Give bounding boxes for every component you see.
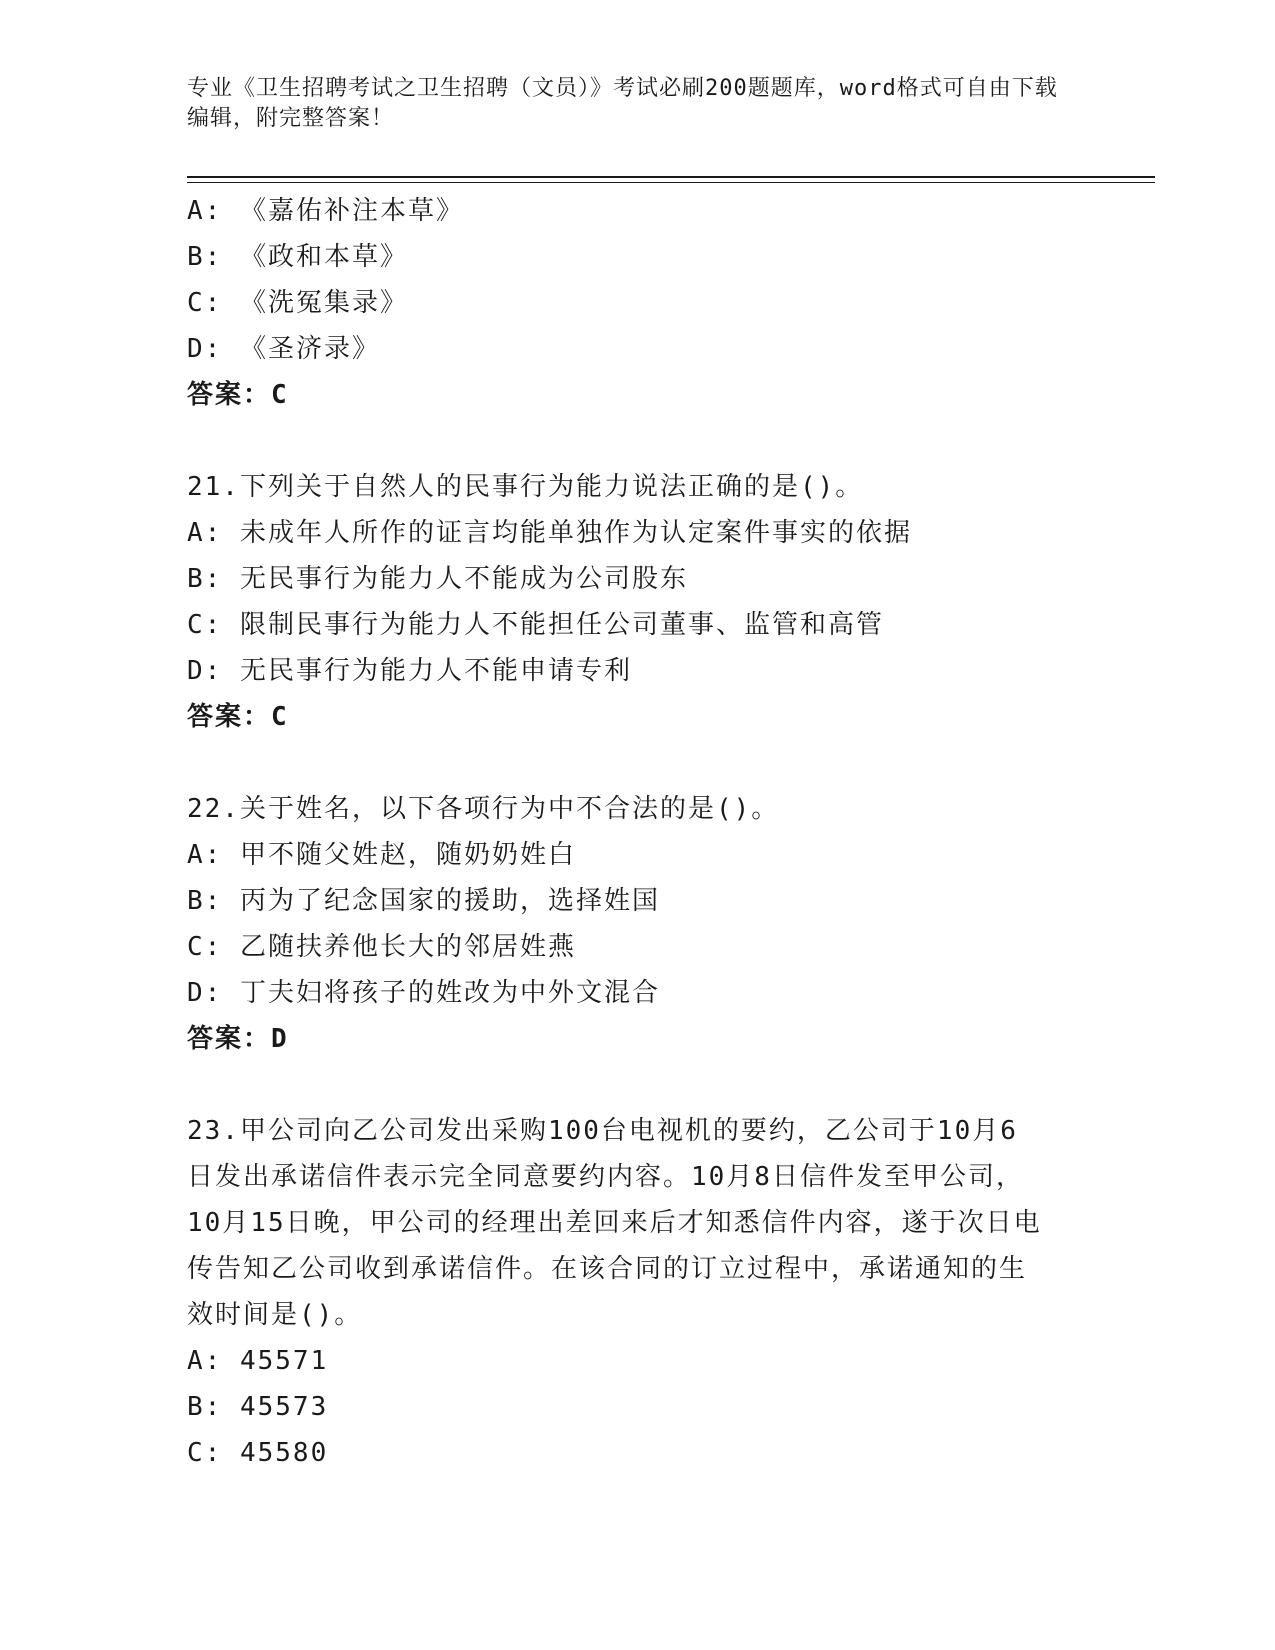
question-stem-line: 23.甲公司向乙公司发出采购100台电视机的要约，乙公司于10月6 (187, 1116, 1018, 1146)
option-text: 丙为了纪念国家的援助，选择姓国 (239, 886, 660, 916)
option-label: D: (187, 978, 223, 1008)
option-text: 45571 (239, 1346, 329, 1376)
option-label: B: (187, 242, 223, 272)
option-text: 乙随扶养他长大的邻居姓燕 (239, 932, 576, 962)
document-page (187, 0, 1157, 1650)
option-label: A: (187, 518, 223, 548)
option-c (187, 924, 1087, 970)
option-d (187, 970, 1087, 1016)
option-label: D: (187, 656, 223, 686)
option-a (187, 510, 1087, 556)
question-stem: 21.下列关于自然人的民事行为能力说法正确的是()。 (187, 472, 864, 502)
option-label: B: (187, 886, 223, 916)
option-label: D: (187, 334, 223, 364)
question-stem-line: 10月15日晚，甲公司的经理出差回来后才知悉信件内容，遂于次日电 (187, 1208, 1042, 1238)
question-stem-line: 传告知乙公司收到承诺信件。在该合同的订立过程中，承诺通知的生 (187, 1254, 1028, 1284)
option-text: 《洗冤集录》 (239, 288, 408, 318)
option-a (187, 832, 1087, 878)
question-content (187, 188, 1087, 1476)
question-20-options (187, 188, 1087, 418)
option-text: 无民事行为能力人不能申请专利 (239, 656, 632, 686)
question-stem-line: 效时间是()。 (187, 1300, 363, 1330)
option-a (187, 188, 1087, 234)
option-c (187, 602, 1087, 648)
option-text: 45580 (239, 1438, 329, 1468)
spacer (187, 1062, 1087, 1108)
option-b (187, 1384, 1087, 1430)
option-label: B: (187, 564, 223, 594)
option-label: C: (187, 1438, 223, 1468)
option-b (187, 556, 1087, 602)
option-label: A: (187, 840, 223, 870)
option-a (187, 1338, 1087, 1384)
option-label: C: (187, 932, 223, 962)
spacer (187, 740, 1087, 786)
option-label: C: (187, 288, 223, 318)
option-d (187, 648, 1087, 694)
option-text: 《圣济录》 (239, 334, 380, 364)
option-text: 《嘉佑补注本草》 (239, 196, 464, 226)
option-c (187, 280, 1087, 326)
header-divider-thick (187, 176, 1155, 178)
header-divider-thin (187, 182, 1155, 183)
option-label: B: (187, 1392, 223, 1422)
option-text: 《政和本草》 (239, 242, 408, 272)
option-c (187, 1430, 1087, 1476)
option-text: 无民事行为能力人不能成为公司股东 (239, 564, 688, 594)
question-stem-line: 日发出承诺信件表示完全同意要约内容。10月8日信件发至甲公司， (187, 1162, 1024, 1192)
option-label: C: (187, 610, 223, 640)
option-label: A: (187, 1346, 223, 1376)
option-text: 45573 (239, 1392, 329, 1422)
option-text: 甲不随父姓赵，随奶奶姓白 (239, 840, 576, 870)
answer-line: 答案：D (187, 1024, 289, 1054)
option-text: 未成年人所作的证言均能单独作为认定案件事实的依据 (239, 518, 912, 548)
option-text: 丁夫妇将孩子的姓改为中外文混合 (239, 978, 660, 1008)
option-b (187, 878, 1087, 924)
question-21 (187, 464, 1087, 740)
option-text: 限制民事行为能力人不能担任公司董事、监管和高管 (239, 610, 884, 640)
question-stem: 22.关于姓名，以下各项行为中不合法的是()。 (187, 794, 780, 824)
option-d (187, 326, 1087, 372)
spacer (187, 418, 1087, 464)
answer-line: 答案：C (187, 702, 289, 732)
question-23 (187, 1108, 1087, 1476)
option-label: A: (187, 196, 223, 226)
document-header: 专业《卫生招聘考试之卫生招聘（文员）》考试必刷200题题库，word格式可自由下载编辑，附完整答案！ (187, 76, 1058, 131)
answer-line: 答案：C (187, 380, 289, 410)
option-b (187, 234, 1087, 280)
question-22 (187, 786, 1087, 1062)
